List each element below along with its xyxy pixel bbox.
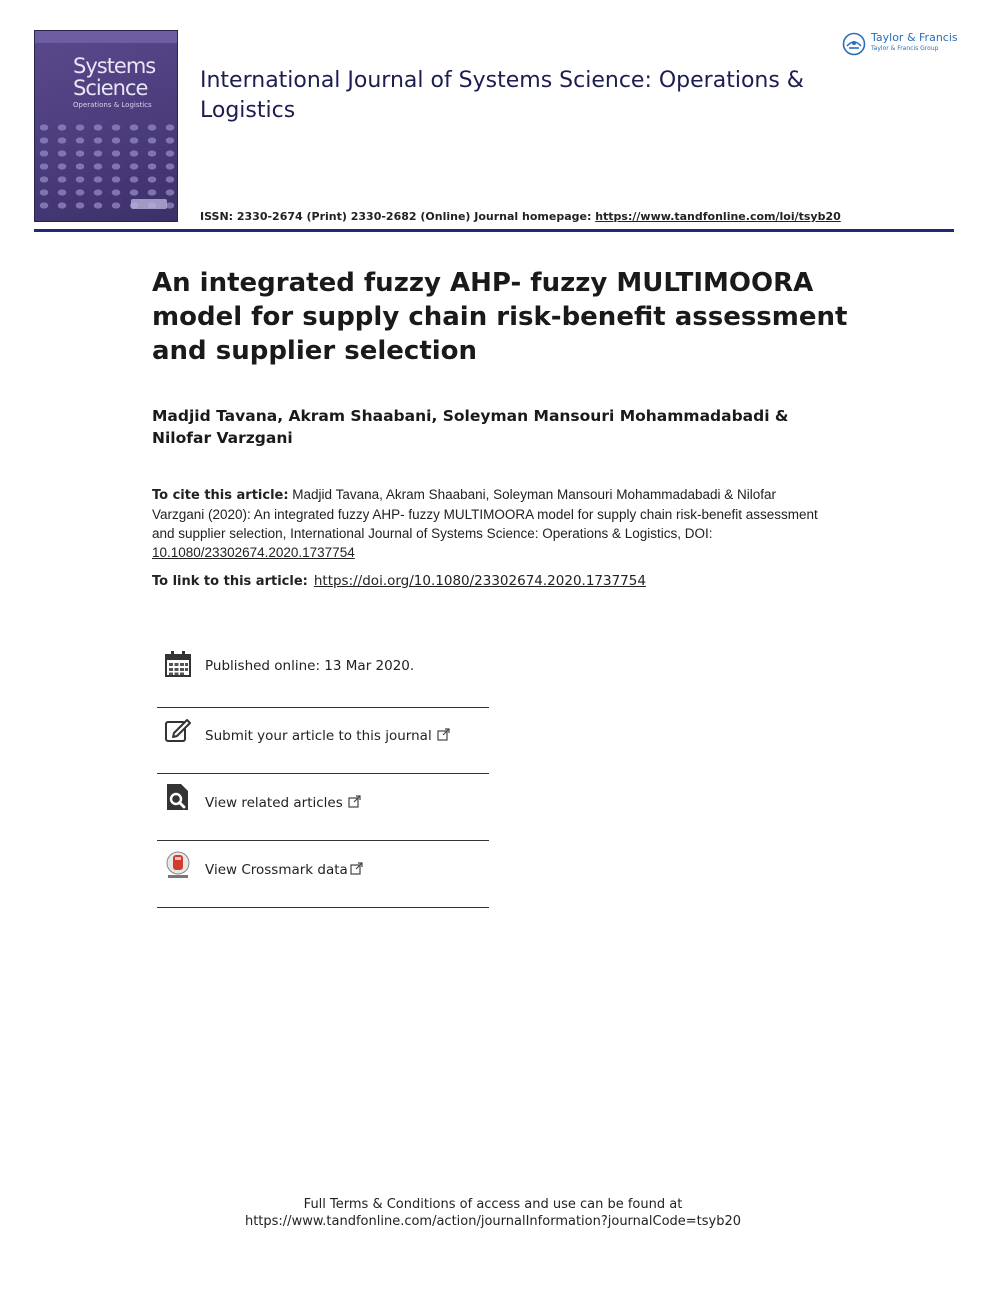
cover-title-line2: Science <box>73 76 148 100</box>
external-link-icon <box>437 728 450 741</box>
submit-article-link[interactable] <box>205 728 450 744</box>
publisher-name: Taylor & Francis <box>871 31 958 44</box>
submit-article-item[interactable] <box>157 712 489 778</box>
cover-title-line1: Systems <box>73 54 156 78</box>
journal-homepage-link[interactable]: https://www.tandfonline.com/loi/tsyb20 <box>595 210 841 223</box>
calendar-icon <box>164 650 192 678</box>
article-link-label: To link to this article: <box>152 574 308 589</box>
divider <box>157 773 489 774</box>
published-online-text: Published online: 13 Mar 2020. <box>205 658 415 674</box>
cover-top-strip <box>35 31 178 43</box>
published-online-item <box>157 646 489 712</box>
cover-pattern <box>35 121 178 211</box>
related-articles-link[interactable] <box>205 795 361 811</box>
edit-icon <box>164 716 192 744</box>
article-link-line <box>152 572 852 591</box>
doi-link[interactable]: 10.1080/23302674.2020.1737754 <box>152 545 355 560</box>
article-title: An integrated fuzzy AHP- fuzzy MULTIMOORA model for supply chain risk-benefit assessment and supplier selection <box>152 268 848 366</box>
citation-block <box>152 485 822 562</box>
citation-label: To cite this article: <box>152 488 289 503</box>
terms-line: Full Terms & Conditions of access and use can be found at <box>303 1197 683 1212</box>
search-document-icon <box>164 783 192 811</box>
terms-footer <box>0 1196 986 1230</box>
journal-cover-image <box>34 30 178 222</box>
cover-publisher-logo <box>131 199 167 209</box>
divider <box>157 907 489 908</box>
submit-article-label: Submit your article to this journal <box>205 728 432 744</box>
issn-line <box>200 210 841 223</box>
publisher-group: Taylor & Francis Group <box>871 45 939 52</box>
journal-title: International Journal of Systems Science: Operations & Logistics <box>200 68 804 123</box>
related-articles-label: View related articles <box>205 795 343 811</box>
divider <box>157 840 489 841</box>
issn-text: ISSN: 2330-2674 (Print) 2330-2682 (Online) Journal homepage: <box>200 210 596 223</box>
crossmark-label: View Crossmark data <box>205 862 348 878</box>
article-doi-url[interactable]: https://doi.org/10.1080/23302674.2020.1737754 <box>313 573 646 589</box>
terms-url[interactable]: https://www.tandfonline.com/action/journalInformation?journalCode=tsyb20 <box>244 1214 742 1229</box>
article-authors: Madjid Tavana, Akram Shaabani, Soleyman Mansouri Mohammadabadi & Nilofar Varzgani <box>152 407 789 447</box>
crossmark-link[interactable] <box>205 862 363 878</box>
related-articles-item[interactable] <box>157 778 489 844</box>
header-divider <box>34 229 954 232</box>
publisher-logo[interactable] <box>842 30 962 56</box>
divider <box>157 707 489 708</box>
external-link-icon <box>348 795 361 808</box>
external-link-icon <box>350 862 363 875</box>
crossmark-item[interactable] <box>157 845 489 911</box>
crossmark-icon <box>164 851 192 879</box>
citation-text: Madjid Tavana, Akram Shaabani, Soleyman Mansouri Mohammadabadi & Nilofar Varzgani (2020): An integrated fuzzy AHP- fuzzy MULTIMOORA model for supply chain risk-benefit assessment and supplier selection, International Journal of Systems Science: Operations & Logistics, DOI: <box>152 487 818 541</box>
taylor-francis-icon <box>842 32 866 56</box>
cover-subtitle: Operations & Logistics <box>73 101 152 109</box>
